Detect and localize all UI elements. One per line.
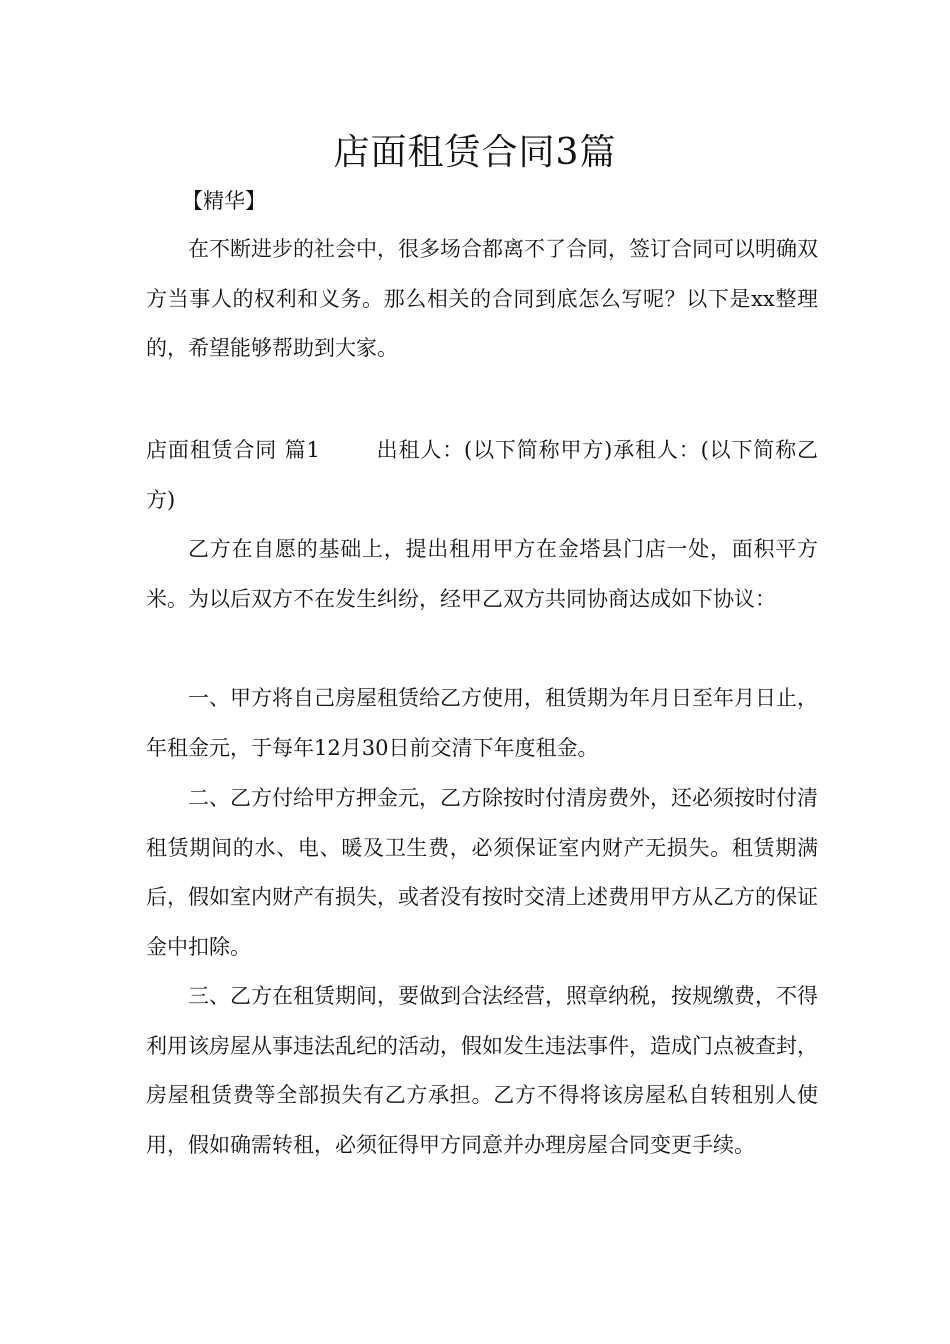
contract-paragraph: 乙方在自愿的基础上，提出租用甲方在金塔县门店一处，面积平方米。为以后双方不在发生纠纷，经甲乙双方共同协商达成如下协议： — [146, 537, 818, 611]
contract-clause-3: 三、乙方在租赁期间，要做到合法经营，照章纳税，按规缴费，不得利用该房屋从事违法乱纪的活动，假如发生违法事件，造成门点被查封，房屋租赁费等全部损失有乙方承担。乙方不得将该房屋私自转租别人使用，假如确需转租，必须征得甲方同意并办理房屋合同变更手续。 — [146, 984, 818, 1157]
quality-tag: 【精华】 — [182, 189, 266, 213]
section-heading-line — [146, 426, 818, 525]
contract-clause-2: 二、乙方付给甲方押金元，乙方除按时付清房费外，还必须按时付清租赁期间的水、电、暖及卫生费，必须保证室内财产无损失。租赁期满后，假如室内财产有损失，或者没有按时交清上述费用甲方从乙方的保证金中扣除。 — [146, 786, 818, 959]
document-title: 店面租赁合同3篇 — [333, 132, 617, 173]
contract-clause-1: 一、甲方将自己房屋租赁给乙方使用，租赁期为年月日至年月日止，年租金元，于每年12月30日前交清下年度租金。 — [146, 686, 818, 760]
parties-text: 出租人：(以下简称甲方)承租人：(以下简称乙方) — [146, 438, 818, 512]
section-heading: 店面租赁合同 篇1 — [146, 438, 320, 462]
intro-paragraph: 在不断进步的社会中，很多场合都离不了合同，签订合同可以明确双方当事人的权利和义务。那么相关的合同到底怎么写呢？以下是xx整理的，希望能够帮助到大家。 — [146, 237, 818, 360]
